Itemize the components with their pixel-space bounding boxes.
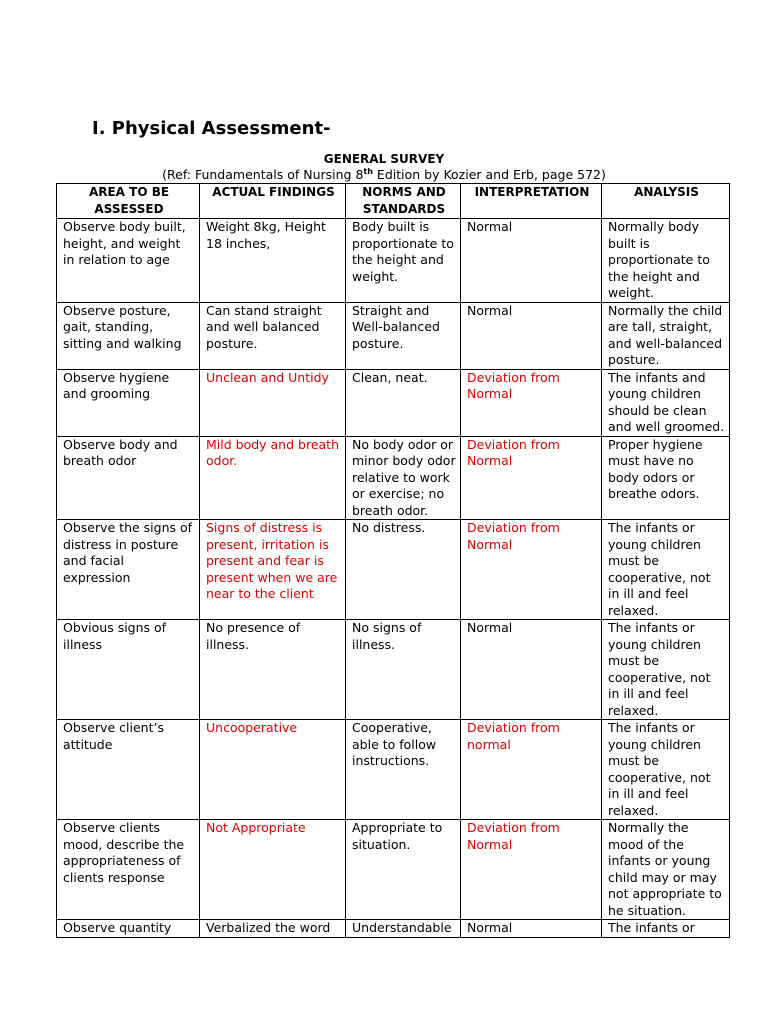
cell-area: Observe clients mood, describe the appropriateness of clients response: [57, 820, 200, 920]
table-row: [57, 720, 730, 820]
cell-area: Observe client’s attitude: [57, 720, 200, 820]
header-analysis: ANALYSIS: [602, 184, 730, 219]
cell-interpretation: Normal: [461, 302, 602, 369]
survey-title: GENERAL SURVEY: [323, 152, 445, 166]
cell-norms: Body built is proportionate to the height and weight.: [346, 219, 461, 303]
assessment-table: [56, 183, 730, 938]
cell-findings-deviation: Signs of distress is present, irritation is present and fear is present when we are near to the client: [200, 520, 346, 620]
cell-norms: Straight and Well-balanced posture.: [346, 302, 461, 369]
survey-reference-superscript: th: [363, 167, 373, 176]
cell-analysis: Normally the mood of the infants or young child may or may not appropriate to he situation.: [602, 820, 730, 920]
survey-reference-start: (Ref: Fundamentals of Nursing 8: [162, 167, 364, 182]
table-row: [57, 436, 730, 520]
cell-area: Observe body and breath odor: [57, 436, 200, 520]
cell-findings-deviation: Uncooperative: [200, 720, 346, 820]
cell-area: Obvious signs of illness: [57, 620, 200, 720]
cell-area: Observe body built, height, and weight in relation to age: [57, 219, 200, 303]
cell-analysis: Proper hygiene must have no body odors or breathe odors.: [602, 436, 730, 520]
cell-norms: Clean, neat.: [346, 369, 461, 436]
header-interpretation: INTERPRETATION: [461, 184, 602, 219]
cell-area: Observe hygiene and grooming: [57, 369, 200, 436]
cell-findings-deviation: Not Appropriate: [200, 820, 346, 920]
cell-analysis: The infants or young children must be cooperative, not in ill and feel relaxed.: [602, 720, 730, 820]
section-heading: I. Physical Assessment-: [92, 118, 331, 139]
cell-findings: Weight 8kg, Height 18 inches,: [200, 219, 346, 303]
cell-interpretation: Normal: [461, 219, 602, 303]
cell-norms: No signs of illness.: [346, 620, 461, 720]
cell-analysis: The infants or young children must be cooperative, not in ill and feel relaxed.: [602, 520, 730, 620]
cell-area: Observe the signs of distress in posture and facial expression: [57, 520, 200, 620]
survey-reference: [0, 167, 768, 182]
cell-findings-deviation: Unclean and Untidy: [200, 369, 346, 436]
header-area: AREA TO BE ASSESSED: [57, 184, 200, 219]
table-row: [57, 620, 730, 720]
cell-interpretation: Normal: [461, 620, 602, 720]
table-row: [57, 820, 730, 920]
cell-analysis: The infants or: [602, 920, 730, 938]
header-norms: NORMS AND STANDARDS: [346, 184, 461, 219]
table-row: [57, 520, 730, 620]
cell-findings: No presence of illness.: [200, 620, 346, 720]
cell-analysis: Normally the child are tall, straight, and well-balanced posture.: [602, 302, 730, 369]
cell-interpretation-deviation: Deviation from Normal: [461, 369, 602, 436]
table-row: [57, 219, 730, 303]
cell-norms: No distress.: [346, 520, 461, 620]
cell-area: Observe quantity: [57, 920, 200, 938]
cell-area: Observe posture, gait, standing, sitting and walking: [57, 302, 200, 369]
cell-findings-deviation: Mild body and breath odor.: [200, 436, 346, 520]
cell-interpretation: Normal: [461, 920, 602, 938]
header-findings: ACTUAL FINDINGS: [200, 184, 346, 219]
cell-interpretation-deviation: Deviation from Normal: [461, 436, 602, 520]
cell-norms: Cooperative, able to follow instructions.: [346, 720, 461, 820]
table-header-row: [57, 184, 730, 219]
cell-norms: No body odor or minor body odor relative to work or exercise; no breath odor.: [346, 436, 461, 520]
cell-analysis: The infants or young children must be cooperative, not in ill and feel relaxed.: [602, 620, 730, 720]
cell-findings: Verbalized the word: [200, 920, 346, 938]
cell-norms: Appropriate to situation.: [346, 820, 461, 920]
table-row: [57, 369, 730, 436]
cell-interpretation-deviation: Deviation from normal: [461, 720, 602, 820]
cell-analysis: The infants and young children should be clean and well groomed.: [602, 369, 730, 436]
survey-reference-end: Edition by Kozier and Erb, page 572): [372, 167, 606, 182]
table-row: [57, 920, 730, 938]
cell-interpretation-deviation: Deviation from Normal: [461, 520, 602, 620]
cell-analysis: Normally body built is proportionate to the height and weight.: [602, 219, 730, 303]
table-row: [57, 302, 730, 369]
cell-interpretation-deviation: Deviation from Normal: [461, 820, 602, 920]
cell-norms: Understandable: [346, 920, 461, 938]
cell-findings: Can stand straight and well balanced posture.: [200, 302, 346, 369]
